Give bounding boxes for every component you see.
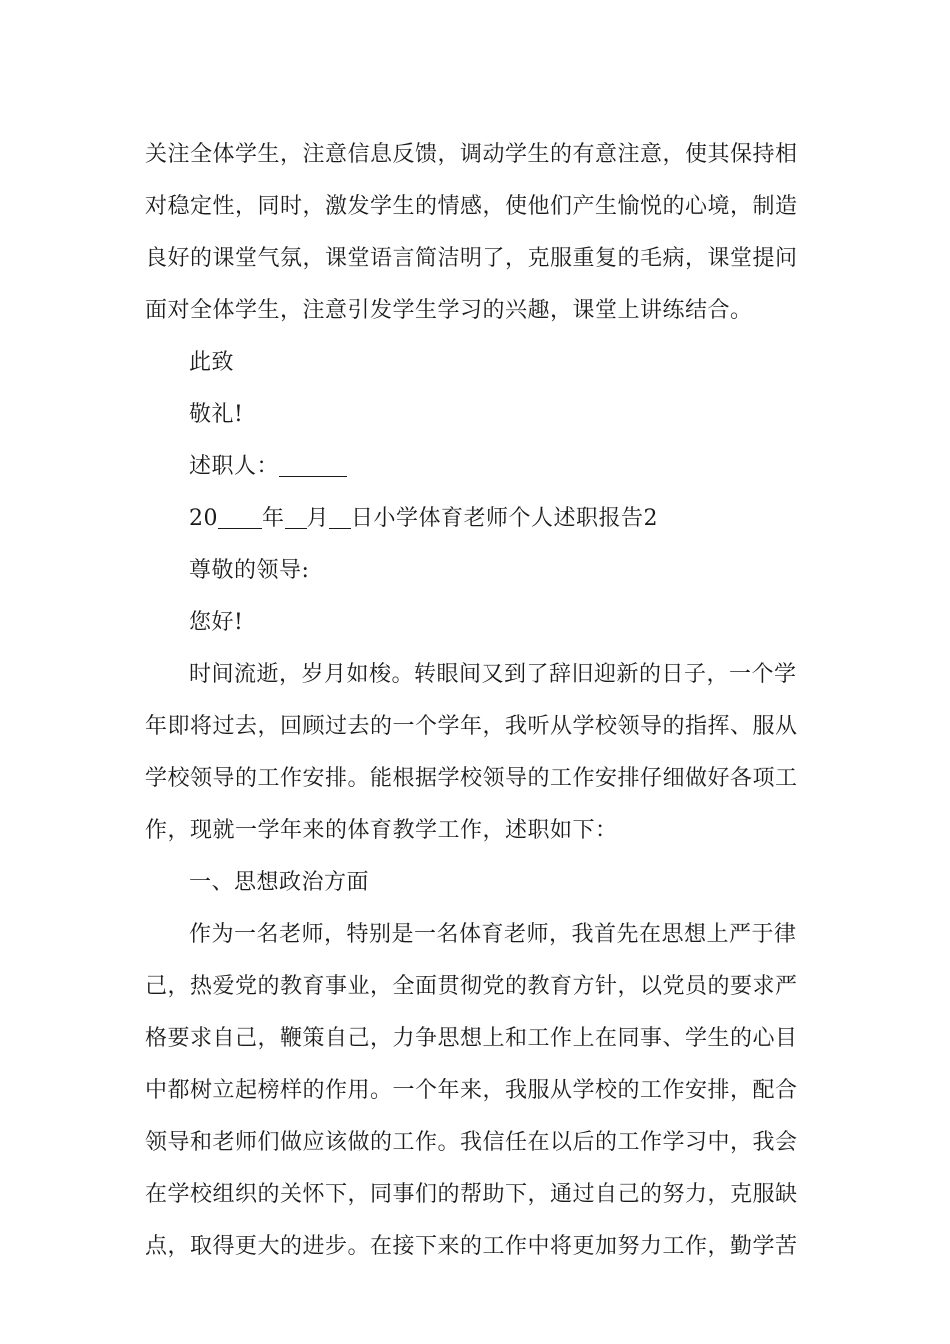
paragraph-line: 中都树立起榜样的作用。一个年来，我服从学校的工作安排，配合 [145, 1078, 798, 1103]
closing-respect: 敬礼! [189, 402, 244, 427]
year-prefix: 20 [189, 506, 218, 531]
paragraph-line: 对稳定性，同时，激发学生的情感，使他们产生愉悦的心境，制造 [145, 194, 798, 219]
signer-line [145, 441, 810, 493]
month-blank [285, 498, 307, 529]
hello: 您好! [189, 610, 244, 635]
paragraph-line: 作，现就一学年来的体育教学工作，述职如下： [145, 818, 618, 843]
paragraph-line: 己，热爱党的教育事业，全面贯彻党的教育方针，以党员的要求严 [145, 974, 798, 999]
paragraph-line: 领导和老师们做应该做的工作。我信任在以后的工作学习中，我会 [145, 1130, 798, 1155]
paragraph-line: 年即将过去，回顾过去的一个学年，我听从学校领导的指挥、服从 [145, 714, 798, 739]
report-title-line [145, 493, 810, 545]
paragraph-line: 面对全体学生，注意引发学生学习的兴趣，课堂上讲练结合。 [145, 298, 753, 323]
paragraph-line: 格要求自己，鞭策自己，力争思想上和工作上在同事、学生的心目 [145, 1026, 798, 1051]
paragraph-line: 点，取得更大的进步。在接下来的工作中将更加努力工作，勤学苦 [145, 1234, 798, 1259]
addressee: 尊敬的领导: [189, 558, 310, 583]
year-char: 年 [262, 506, 285, 531]
day-blank [329, 498, 351, 529]
report-title: 小学体育老师个人述职报告2 [373, 506, 659, 531]
paragraph-line: 关注全体学生，注意信息反馈，调动学生的有意注意，使其保持相 [145, 142, 798, 167]
document-body [145, 129, 810, 1273]
signer-label: 述职人： [189, 454, 280, 479]
paragraph-line: 时间流逝，岁月如梭。转眼间又到了辞旧迎新的日子，一个学 [189, 662, 797, 687]
day-char: 日 [351, 506, 374, 531]
closing-salutation: 此致 [189, 350, 235, 375]
paragraph-line: 良好的课堂气氛，课堂语言简洁明了，克服重复的毛病，课堂提问 [145, 246, 798, 271]
year-blank [218, 498, 262, 529]
signature-blank [279, 446, 347, 477]
paragraph-line: 在学校组织的关怀下，同事们的帮助下，通过自己的努力，克服缺 [145, 1182, 798, 1207]
paragraph-line: 学校领导的工作安排。能根据学校领导的工作安排仔细做好各项工 [145, 766, 798, 791]
month-char: 月 [306, 506, 330, 531]
paragraph-line: 作为一名老师，特别是一名体育老师，我首先在思想上严于律 [189, 922, 797, 947]
section-heading: 一、思想政治方面 [189, 870, 370, 895]
